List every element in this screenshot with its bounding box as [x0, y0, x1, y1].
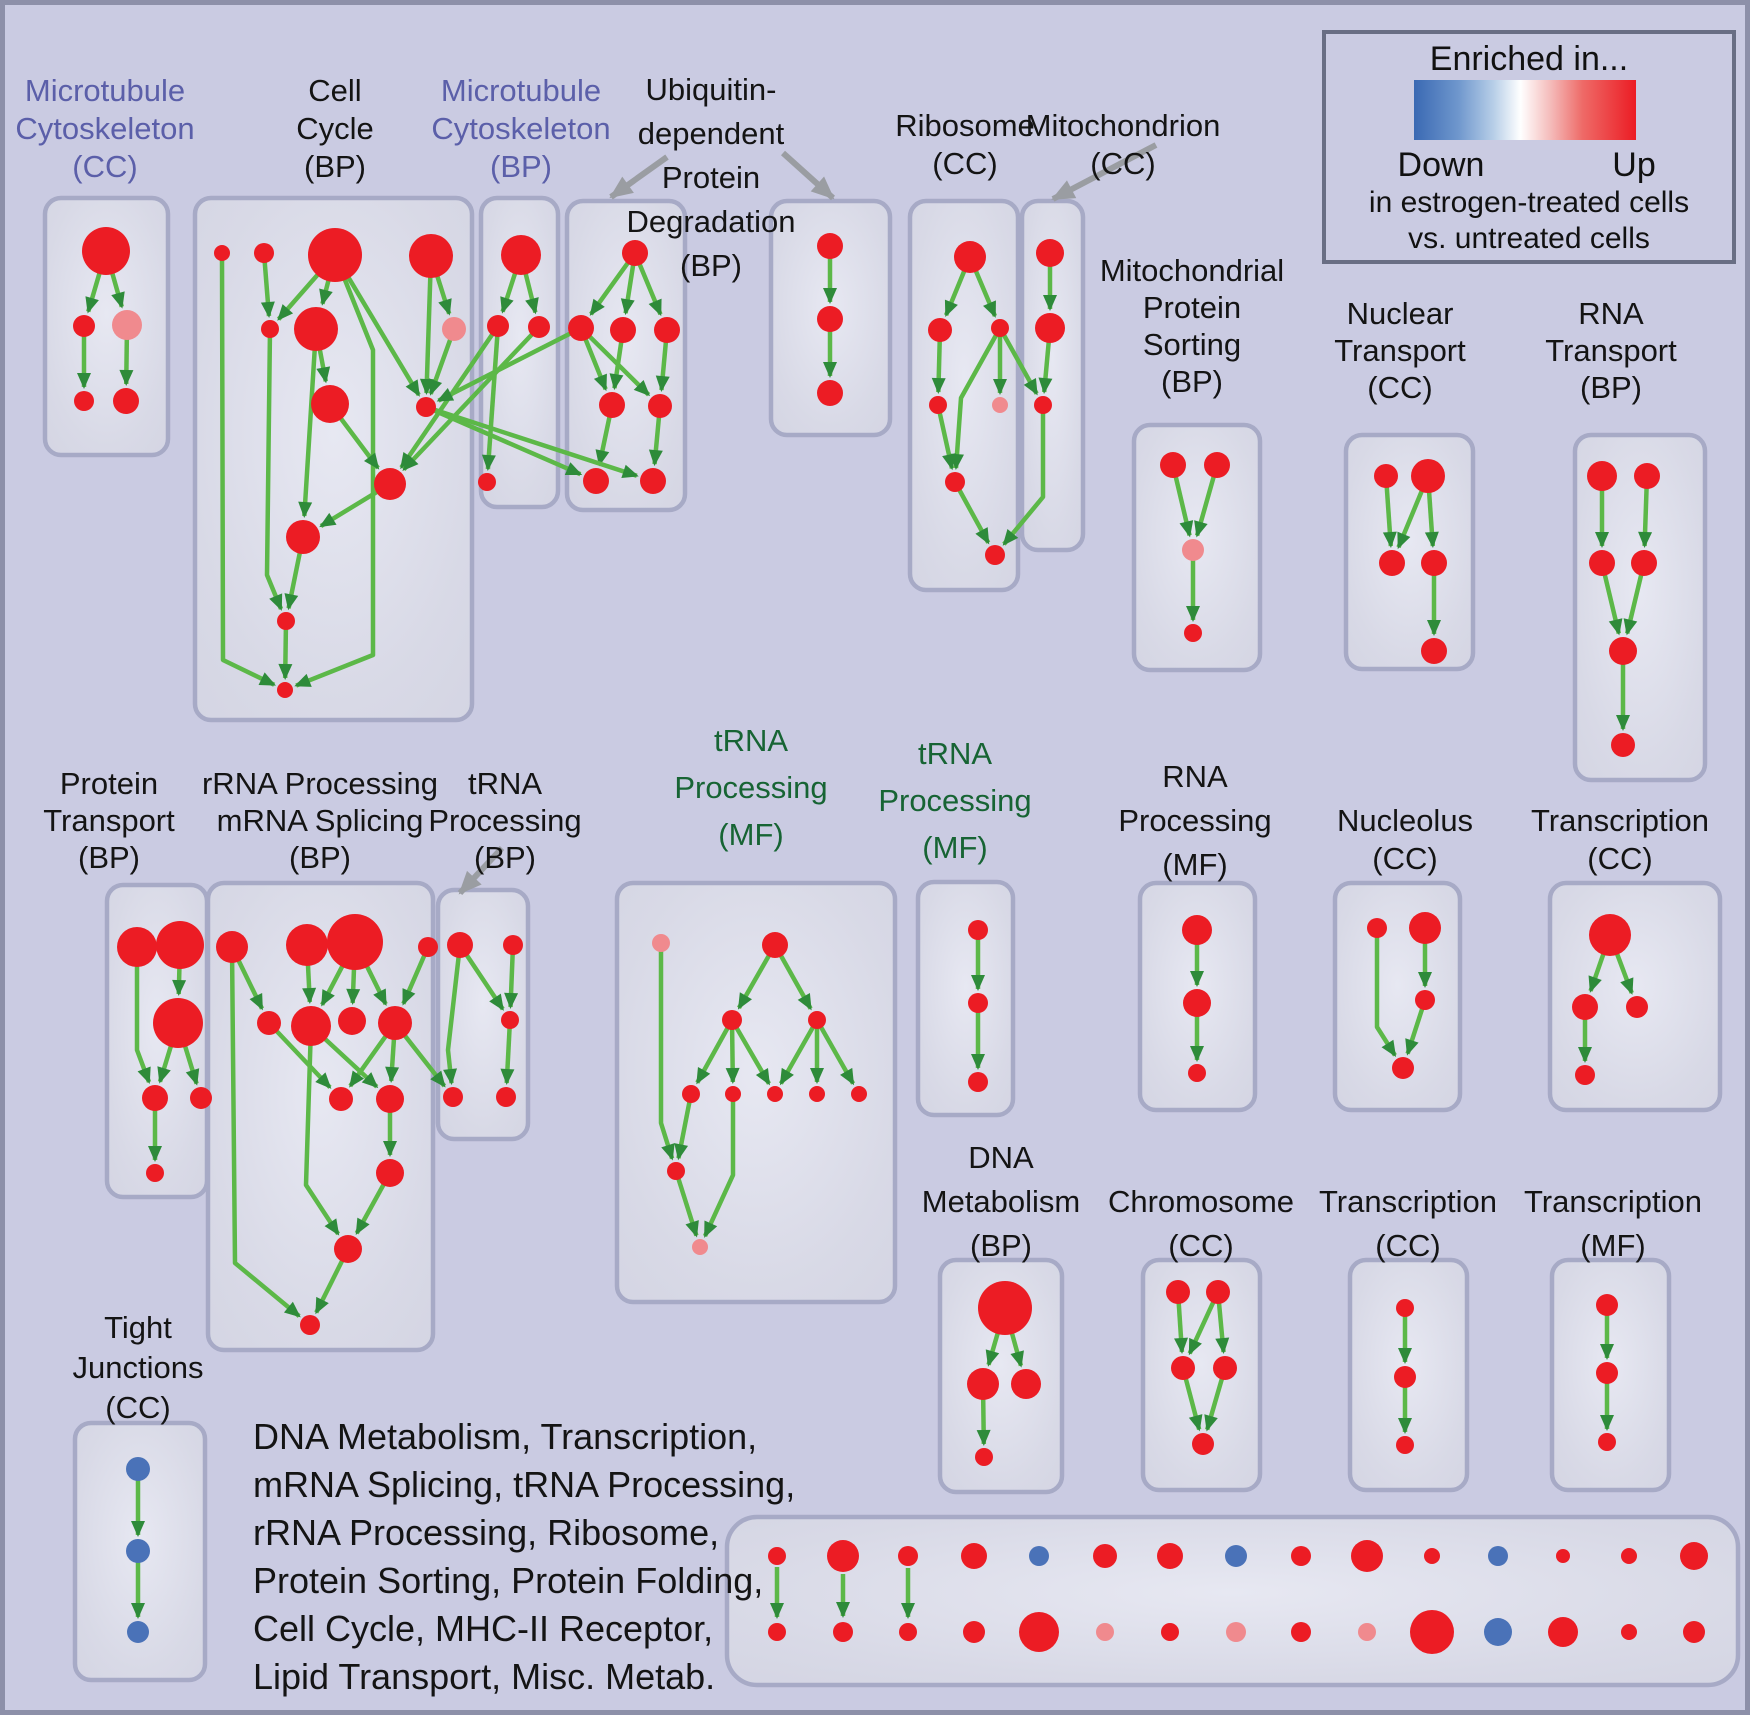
node-r7	[985, 545, 1005, 565]
ubiquitin-arrow-right	[783, 153, 833, 198]
edge-arrow-rt2-rt4	[1645, 488, 1647, 546]
node-r3	[991, 319, 1009, 337]
label-microtubule-bp-line-3: (BP)	[490, 149, 552, 184]
label-rrna-mrna-line-1: rRNA Processing	[201, 766, 439, 801]
node-q2	[487, 315, 509, 337]
label-tight-junctions-line-3: (CC)	[105, 1390, 171, 1425]
node-rt5	[1609, 637, 1637, 665]
node-nt1	[1374, 464, 1398, 488]
node-g2	[126, 1539, 150, 1563]
wide-node-top-3	[898, 1546, 918, 1566]
node-x1	[1182, 915, 1212, 945]
label-ribosome-line-1: Ribosome	[895, 108, 1035, 143]
label-trna-mf-1-line-1: tRNA	[713, 723, 789, 758]
node-v8	[809, 1086, 825, 1102]
node-z4	[1575, 1065, 1595, 1085]
label-protein-transport-line-1: Protein	[59, 766, 159, 801]
wide-node-top-9	[1291, 1546, 1311, 1566]
node-rr2	[286, 924, 328, 966]
node-r5	[992, 397, 1008, 413]
node-s1	[1160, 452, 1186, 478]
label-rna-mf-line-3: (MF)	[1162, 847, 1228, 882]
label-ubiquitin-line-3: Protein	[661, 160, 761, 195]
label-rna-transport-line-1: RNA	[1578, 296, 1644, 331]
node-y1	[1367, 918, 1387, 938]
node-v4	[808, 1011, 826, 1029]
label-protein-transport-line-3: (BP)	[78, 840, 140, 875]
node-nt5	[1421, 638, 1447, 664]
node-y2	[1409, 912, 1441, 944]
edge-arrow-u3-u5	[507, 1028, 510, 1083]
label-transcription-cc1-line-2: (CC)	[1587, 841, 1653, 876]
wide-node-bottom-10	[1358, 1623, 1376, 1641]
node-s3	[1182, 539, 1204, 561]
wide-node-bottom-13	[1548, 1617, 1578, 1647]
node-c2	[1206, 1280, 1230, 1304]
group-box-misc-wide	[727, 1517, 1738, 1685]
label-chromosome-line-2: (CC)	[1168, 1228, 1234, 1263]
node-rt2	[1634, 463, 1660, 489]
label-rrna-mrna-line-2: mRNA Splicing	[216, 803, 424, 838]
node-p5	[190, 1087, 212, 1109]
node-d2	[967, 1368, 999, 1400]
label-misc-groups-line-6: Lipid Transport, Misc. Metab.	[253, 1656, 716, 1697]
node-n4	[409, 234, 453, 278]
label-transcription-mf-line-2: (MF)	[1580, 1228, 1646, 1263]
wide-node-bottom-11	[1410, 1610, 1454, 1654]
wide-node-top-1	[768, 1547, 786, 1565]
wide-node-top-6	[1093, 1544, 1117, 1568]
label-trna-bp-line-1: tRNA	[467, 766, 543, 801]
label-mito-sorting-line-2: Protein	[1142, 290, 1242, 325]
wide-node-top-13	[1556, 1549, 1570, 1563]
node-rr3	[327, 914, 383, 970]
node-f3	[1598, 1433, 1616, 1451]
wide-node-bottom-6	[1096, 1623, 1114, 1641]
node-rm2	[291, 1006, 331, 1046]
node-x3	[1188, 1064, 1206, 1082]
label-cell-cycle-line-1: Cell	[308, 73, 362, 108]
ubiquitin-arrow-left	[611, 157, 667, 197]
node-c3	[1171, 1356, 1195, 1380]
label-transcription-mf-line-1: Transcription	[1523, 1184, 1703, 1219]
node-rb2	[334, 1235, 362, 1263]
node-a5	[113, 388, 139, 414]
node-rm4	[378, 1006, 412, 1040]
node-n1	[214, 245, 230, 261]
label-trna-mf-2-line-3: (MF)	[922, 830, 988, 865]
label-trna-bp-line-2: Processing	[428, 803, 582, 838]
node-ua1	[622, 240, 648, 266]
node-ua4	[654, 317, 680, 343]
node-rm1	[257, 1011, 281, 1035]
label-misc-groups-line-4: Protein Sorting, Protein Folding,	[253, 1560, 764, 1601]
node-nt2	[1411, 459, 1445, 493]
node-rb3	[300, 1315, 320, 1335]
wide-node-top-14	[1621, 1548, 1637, 1564]
label-rrna-mrna-line-3: (BP)	[289, 840, 351, 875]
node-a4	[74, 391, 94, 411]
label-microtubule-cc-line-1: Microtubule	[24, 73, 186, 108]
label-transcription-cc2-line-2: (CC)	[1375, 1228, 1441, 1263]
node-rm3	[338, 1007, 366, 1035]
node-e3	[1396, 1436, 1414, 1454]
label-transcription-cc2-line-1: Transcription	[1318, 1184, 1498, 1219]
label-trna-bp-line-3: (BP)	[474, 840, 536, 875]
label-mito-sorting-line-4: (BP)	[1161, 364, 1223, 399]
wide-node-top-10	[1351, 1540, 1383, 1572]
node-w2	[968, 993, 988, 1013]
node-s2	[1204, 452, 1230, 478]
wide-node-bottom-9	[1291, 1622, 1311, 1642]
node-ua5	[599, 392, 625, 418]
wide-node-bottom-1	[768, 1623, 786, 1641]
node-q4	[478, 473, 496, 491]
label-ribosome-line-2: (CC)	[932, 146, 998, 181]
label-rna-mf-line-1: RNA	[1162, 759, 1228, 794]
label-trna-mf-1-line-3: (MF)	[718, 817, 784, 852]
label-nuclear-transport-line-1: Nuclear	[1346, 296, 1454, 331]
node-u2	[503, 935, 523, 955]
node-d4	[975, 1448, 993, 1466]
node-n9	[416, 397, 436, 417]
node-ua3	[610, 317, 636, 343]
legend	[1322, 30, 1736, 264]
node-n8	[311, 385, 349, 423]
label-rna-transport-line-2: Transport	[1545, 333, 1677, 368]
node-w1	[968, 920, 988, 940]
edge-arrow-rr3-rm3	[353, 969, 354, 1003]
node-e1	[1396, 1299, 1414, 1317]
label-dna-metabolism-line-1: DNA	[968, 1140, 1034, 1175]
label-ubiquitin-line-1: Ubiquitin-	[645, 72, 777, 107]
legend-subtitle-line1: in estrogen-treated cells	[1368, 186, 1690, 219]
wide-node-bottom-7	[1161, 1623, 1179, 1641]
node-n13	[277, 682, 293, 698]
node-u4	[443, 1087, 463, 1107]
wide-node-top-15	[1680, 1542, 1708, 1570]
wide-node-bottom-15	[1683, 1621, 1705, 1643]
label-microtubule-bp-line-2: Cytoskeleton	[431, 111, 611, 146]
node-q3	[528, 316, 550, 338]
label-tight-junctions-line-2: Junctions	[72, 1350, 204, 1385]
node-v5	[682, 1085, 700, 1103]
label-trna-mf-1-line-2: Processing	[674, 770, 828, 805]
node-q1	[501, 235, 541, 275]
node-p6	[146, 1164, 164, 1182]
node-p4	[142, 1085, 168, 1111]
node-x2	[1183, 989, 1211, 1017]
node-ub1	[817, 233, 843, 259]
label-mito-sorting-line-1: Mitochondrial	[1099, 253, 1285, 288]
group-box-trna-mf-2	[918, 882, 1013, 1115]
wide-node-top-11	[1424, 1548, 1440, 1564]
node-g1	[126, 1457, 150, 1481]
node-n12	[277, 612, 295, 630]
node-p1	[117, 927, 157, 967]
label-cell-cycle-line-3: (BP)	[304, 149, 366, 184]
edge-arrow-a3-a5	[126, 339, 127, 384]
label-chromosome-line-1: Chromosome	[1107, 1184, 1295, 1219]
label-misc-groups-line-3: rRNA Processing, Ribosome,	[253, 1512, 720, 1553]
node-v1	[652, 934, 670, 952]
label-dna-metabolism-line-2: Metabolism	[921, 1184, 1081, 1219]
legend-down-label: Down	[1397, 146, 1485, 184]
node-d3	[1011, 1369, 1041, 1399]
node-rr1	[216, 931, 248, 963]
node-nt3	[1379, 550, 1405, 576]
edge-arrow-p2-p3	[179, 968, 180, 994]
label-trna-mf-2-line-2: Processing	[878, 783, 1032, 818]
wide-node-bottom-8	[1226, 1622, 1246, 1642]
label-ubiquitin-line-4: Degradation	[626, 204, 796, 239]
wide-node-top-8	[1225, 1545, 1247, 1567]
node-a2	[73, 315, 95, 337]
legend-title: Enriched in...	[1429, 40, 1629, 78]
label-tight-junctions-line-1: Tight	[104, 1310, 172, 1345]
legend-subtitle-line2: vs. untreated cells	[1408, 222, 1650, 255]
node-a3	[112, 310, 142, 340]
node-v11	[692, 1239, 708, 1255]
node-rr4	[418, 937, 438, 957]
node-e2	[1394, 1366, 1416, 1388]
node-rt1	[1587, 461, 1617, 491]
wide-node-bottom-4	[963, 1621, 985, 1643]
label-nucleolus-line-1: Nucleolus	[1336, 803, 1474, 838]
node-a1	[82, 227, 130, 275]
node-v3	[722, 1010, 742, 1030]
wide-node-bottom-2	[833, 1622, 853, 1642]
legend-gradient-bar	[1414, 80, 1636, 140]
node-n3	[308, 228, 362, 282]
label-microtubule-bp-line-1: Microtubule	[440, 73, 602, 108]
node-rl2	[376, 1085, 404, 1113]
wide-node-top-4	[961, 1543, 987, 1569]
label-nuclear-transport-line-3: (CC)	[1367, 370, 1433, 405]
label-dna-metabolism-line-3: (BP)	[970, 1228, 1032, 1263]
node-f1	[1596, 1294, 1618, 1316]
label-transcription-cc1-line-1: Transcription	[1530, 803, 1710, 838]
wide-node-top-5	[1029, 1546, 1049, 1566]
node-v9	[851, 1086, 867, 1102]
wide-node-bottom-12	[1484, 1618, 1512, 1646]
node-rt3	[1589, 550, 1615, 576]
edge-arrow-v3-v6	[732, 1029, 733, 1082]
node-c5	[1192, 1433, 1214, 1455]
node-ua2	[568, 315, 594, 341]
node-s4	[1184, 624, 1202, 642]
node-ub2	[817, 306, 843, 332]
label-cell-cycle-line-2: Cycle	[296, 111, 374, 146]
node-ua6	[648, 394, 672, 418]
node-z1	[1589, 914, 1631, 956]
label-trna-mf-2-line-1: tRNA	[917, 736, 993, 771]
label-misc-groups-line-1: DNA Metabolism, Transcription,	[253, 1416, 758, 1457]
node-w3	[968, 1072, 988, 1092]
node-n11	[286, 520, 320, 554]
node-u3	[501, 1011, 519, 1029]
node-v6	[725, 1086, 741, 1102]
node-m2	[1035, 313, 1065, 343]
node-u5	[496, 1087, 516, 1107]
node-rb1	[376, 1159, 404, 1187]
label-ubiquitin-line-5: (BP)	[680, 248, 742, 283]
node-v10	[667, 1162, 685, 1180]
node-f2	[1596, 1362, 1618, 1384]
node-n10	[374, 468, 406, 500]
label-ubiquitin-line-2: dependent	[637, 116, 785, 151]
node-nt4	[1421, 550, 1447, 576]
node-v2	[762, 932, 788, 958]
node-r1	[954, 241, 986, 273]
node-n2	[254, 243, 274, 263]
node-y4	[1392, 1057, 1414, 1079]
node-u1	[447, 932, 473, 958]
label-nucleolus-line-2: (CC)	[1372, 841, 1438, 876]
edge-arrow-rr2-rm2	[308, 965, 310, 1002]
node-p2	[156, 921, 204, 969]
label-microtubule-cc-line-3: (CC)	[72, 149, 138, 184]
edge-arrow-n12-n13	[285, 629, 286, 678]
label-rna-mf-line-2: Processing	[1118, 803, 1272, 838]
label-protein-transport-line-2: Transport	[43, 803, 175, 838]
node-g3	[127, 1621, 149, 1643]
label-mitochondrion-line-2: (CC)	[1090, 146, 1156, 181]
edge-arrow-rm4-rl2	[391, 1039, 394, 1081]
node-ua8	[640, 468, 666, 494]
node-v7	[767, 1086, 783, 1102]
node-r6	[945, 472, 965, 492]
node-r2	[928, 318, 952, 342]
node-ub3	[817, 380, 843, 406]
node-y3	[1415, 990, 1435, 1010]
label-misc-groups-line-2: mRNA Splicing, tRNA Processing,	[253, 1464, 796, 1505]
edge-arrow-u2-u3	[511, 954, 513, 1007]
label-nuclear-transport-line-2: Transport	[1334, 333, 1466, 368]
wide-node-bottom-5	[1019, 1612, 1059, 1652]
wide-node-top-7	[1157, 1543, 1183, 1569]
label-rna-transport-line-3: (BP)	[1580, 370, 1642, 405]
node-p3	[153, 998, 203, 1048]
node-z3	[1626, 996, 1648, 1018]
group-box-nuclear-transport	[1346, 435, 1473, 669]
node-z2	[1572, 994, 1598, 1020]
node-rt6	[1611, 733, 1635, 757]
node-c1	[1166, 1280, 1190, 1304]
node-n7	[442, 317, 466, 341]
node-rl1	[329, 1087, 353, 1111]
node-ua7	[583, 468, 609, 494]
node-rt4	[1631, 550, 1657, 576]
label-mitochondrion-line-1: Mitochondrion	[1025, 108, 1221, 143]
label-microtubule-cc-line-2: Cytoskeleton	[15, 111, 195, 146]
node-m3	[1034, 396, 1052, 414]
node-n5	[261, 320, 279, 338]
legend-up-label: Up	[1612, 146, 1656, 184]
wide-node-top-2	[827, 1540, 859, 1572]
edge-arrow-d2-d4	[983, 1399, 984, 1444]
node-c4	[1213, 1356, 1237, 1380]
wide-node-bottom-3	[899, 1623, 917, 1641]
node-r4	[929, 396, 947, 414]
node-d1	[978, 1281, 1032, 1335]
edge-arrow-r2-r4	[938, 341, 939, 392]
wide-node-bottom-14	[1621, 1624, 1637, 1640]
node-n6	[294, 307, 338, 351]
group-box-chromosome	[1143, 1260, 1260, 1490]
wide-node-top-12	[1488, 1546, 1508, 1566]
label-mito-sorting-line-3: Sorting	[1142, 327, 1242, 362]
label-misc-groups-line-5: Cell Cycle, MHC-II Receptor,	[253, 1608, 714, 1649]
node-m1	[1036, 239, 1064, 267]
